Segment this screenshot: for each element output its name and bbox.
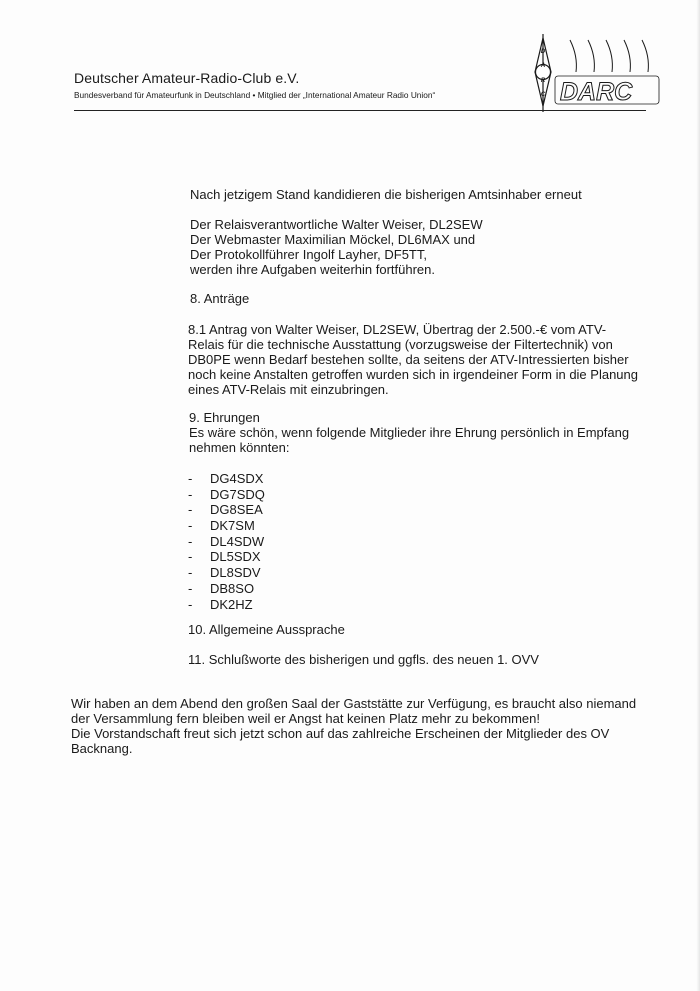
- section-9-line: Es wäre schön, wenn folgende Mitglieder ihre Ehrung persönlich in Empfang: [189, 425, 630, 440]
- radio-waves-icon: [570, 40, 648, 72]
- header-divider: [74, 110, 646, 111]
- list-dash: -: [188, 471, 193, 486]
- section-9-heading: 9. Ehrungen: [189, 410, 260, 425]
- role-line: Der Protokollführer Ingolf Layher, DF5TT,: [190, 247, 427, 262]
- antenna-emblem-icon: [535, 34, 551, 112]
- honoree-callsign: DK2HZ: [210, 596, 253, 612]
- role-line: Der Relaisverantwortliche Walter Weiser, DL2SEW: [190, 217, 483, 232]
- list-dash: -: [188, 533, 193, 549]
- emblem-letter-d: D: [540, 49, 546, 55]
- honoree-callsign: DB8SO: [210, 580, 255, 596]
- list-dash: -: [188, 580, 193, 596]
- list-item: [188, 487, 265, 503]
- list-dash: -: [188, 549, 193, 565]
- darc-wordmark: [555, 76, 659, 106]
- list-item: [188, 502, 265, 518]
- darc-wordmark-text: DARC: [560, 78, 633, 106]
- section-8-1-line: Relais für die technische Ausstattung (vorzugsweise der Filtertechnik) von: [188, 337, 613, 352]
- section-8-1-line: DB0PE wenn Bedarf bestehen sollte, da seitens der ATV-Intressierten bisher: [188, 352, 629, 367]
- list-dash: -: [188, 596, 193, 612]
- section-8-1-line: 8.1 Antrag von Walter Weiser, DL2SEW, Übertrag der 2.500.-€ vom ATV-: [188, 322, 607, 337]
- section-8-1-line: noch keine Anstalten getroffen wurden sich in irgendeiner Form in die Planung: [188, 367, 638, 382]
- darc-logo: [518, 34, 660, 112]
- honoree-list: [188, 471, 265, 612]
- closing-line: der Versammlung fern bleiben weil er Angst hat keinen Platz mehr zu bekommen!: [71, 711, 540, 726]
- org-subline: Bundesverband für Amateurfunk in Deutschland • Mitglied der „International Amateur Radio Union“: [74, 90, 436, 100]
- list-dash: -: [188, 565, 193, 581]
- list-item: [188, 518, 265, 534]
- roles-paragraph: [190, 217, 483, 277]
- emblem-letter-a: A: [540, 63, 546, 69]
- list-dash: -: [188, 518, 193, 534]
- honoree-callsign: DG4SDX: [210, 471, 264, 486]
- role-line: Der Webmaster Maximilian Möckel, DL6MAX und: [190, 232, 476, 247]
- list-item: [188, 471, 265, 487]
- list-dash: -: [188, 486, 193, 502]
- closing-line: Die Vorstandschaft freut sich jetzt schon auf das zahlreiche Erscheinen der Mitglieder des OV: [71, 726, 610, 741]
- list-item: [188, 534, 265, 550]
- closing-line: Backnang.: [71, 741, 133, 756]
- honoree-callsign: DL8SDV: [210, 565, 261, 581]
- section-10-heading: 10. Allgemeine Aussprache: [188, 622, 345, 637]
- section-11-heading: 11. Schlußworte des bisherigen und ggfls. des neuen 1. OVV: [188, 652, 539, 667]
- closing-line: Wir haben an dem Abend den großen Saal der Gaststätte zur Verfügung, es braucht also niemand: [71, 696, 637, 711]
- scan-edge-shadow: [696, 0, 700, 991]
- emblem-letter-r: R: [540, 78, 546, 84]
- honoree-callsign: DL4SDW: [210, 533, 265, 549]
- list-dash: -: [188, 502, 193, 518]
- list-item: [188, 581, 265, 597]
- list-item: [188, 549, 265, 565]
- org-name: Deutscher Amateur-Radio-Club e.V.: [74, 70, 300, 86]
- honoree-callsign: DL5SDX: [210, 549, 261, 565]
- section-8-1-line: eines ATV-Relais mit einzubringen.: [188, 382, 389, 397]
- honoree-callsign: DG8SEA: [210, 502, 263, 518]
- closing-paragraph: [71, 696, 636, 756]
- list-item: [188, 597, 265, 613]
- emblem-letter-c: C: [540, 92, 546, 98]
- role-line: werden ihre Aufgaben weiterhin fortführen.: [190, 262, 435, 277]
- section-8-heading: 8. Anträge: [190, 291, 250, 306]
- section-8-1-paragraph: [188, 322, 638, 397]
- intro-paragraph: Nach jetzigem Stand kandidieren die bisherigen Amtsinhaber erneut: [190, 187, 582, 202]
- honoree-callsign: DK7SM: [210, 518, 255, 534]
- list-item: [188, 565, 265, 581]
- section-9-line: nehmen könnten:: [189, 440, 290, 455]
- honoree-callsign: DG7SDQ: [210, 486, 265, 502]
- section-9-paragraph: [189, 410, 629, 455]
